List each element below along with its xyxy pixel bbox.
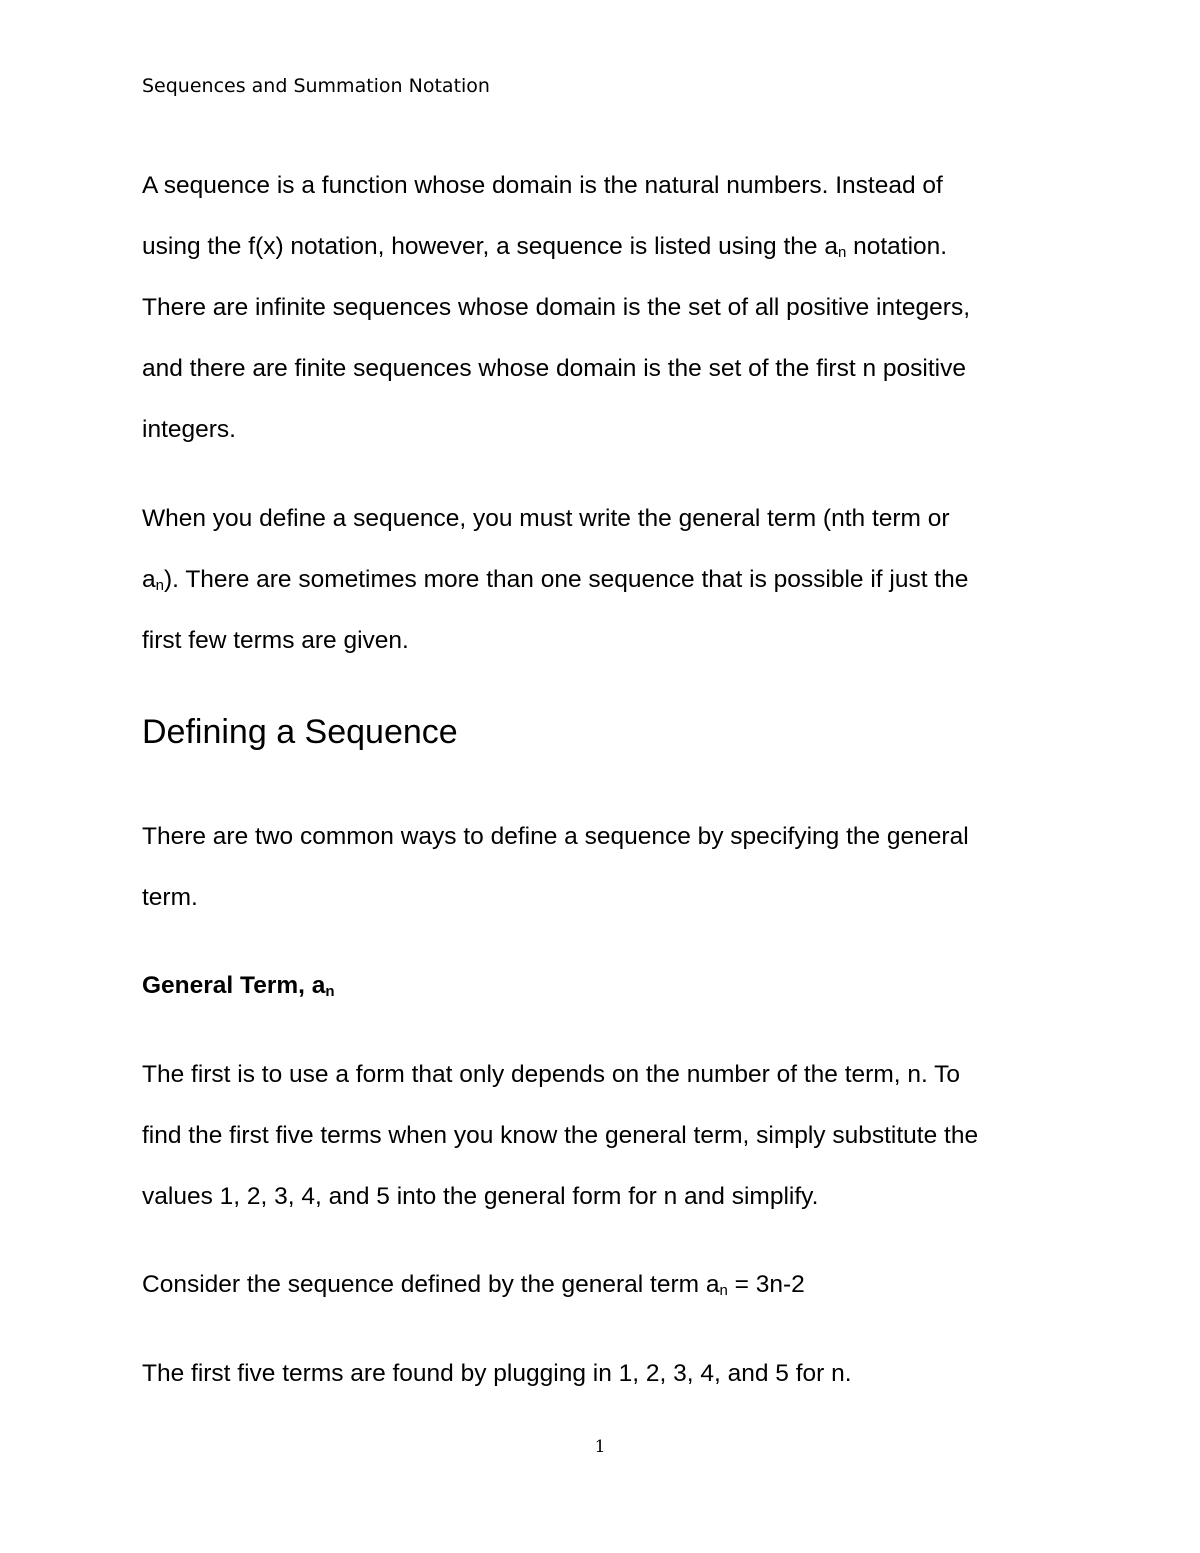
text-line: The first five terms are found by plugging in 1, 2, 3, 4, and 5 for n. [142,1360,852,1387]
text-run: a [142,566,156,593]
example-paragraph [142,1254,805,1315]
general-term-paragraph [142,1044,978,1227]
text-line: term. [142,884,198,911]
text-line: When you define a sequence, you must write the general term (nth term or [142,505,950,532]
text-run: General Term, a [142,972,326,999]
section-intro-paragraph [142,806,969,928]
text-line [142,216,970,277]
text-run: ). There are sometimes more than one sequence that is possible if just the [163,566,969,593]
page-number: 1 [594,1437,606,1457]
subscript: n [155,577,164,594]
text-run: Consider the sequence defined by the general term a [142,1271,720,1298]
text-line: and there are finite sequences whose domain is the set of the first n positive [142,355,966,382]
section-heading: Defining a Sequence [142,713,458,751]
text-run: = 3n-2 [727,1271,805,1298]
text-run: notation. [846,233,948,260]
text-run: using the f(x) notation, however, a sequence is listed using the a [142,233,838,260]
subscript: n [325,983,335,1000]
running-header: Sequences and Summation Notation [142,75,490,97]
text-line: A sequence is a function whose domain is the natural numbers. Instead of [142,172,943,199]
text-line: find the first five terms when you know the general term, simply substitute the [142,1122,979,1149]
plugging-paragraph [142,1343,852,1404]
text-line: integers. [142,416,236,443]
definition-paragraph [142,488,968,671]
subscript: n [719,1282,728,1299]
text-line: There are infinite sequences whose domain is the set of all positive integers, [142,294,971,321]
text-line [142,549,968,610]
text-line [142,1254,805,1315]
general-term-subheading [142,966,335,1006]
subscript: n [837,244,847,261]
text-line: The first is to use a form that only depends on the number of the term, n. To [142,1061,961,1088]
text-line: There are two common ways to define a sequence by specifying the general [142,823,969,850]
text-line: first few terms are given. [142,627,409,654]
text-line: values 1, 2, 3, 4, and 5 into the general form for n and simplify. [142,1183,819,1210]
intro-paragraph [142,155,970,460]
